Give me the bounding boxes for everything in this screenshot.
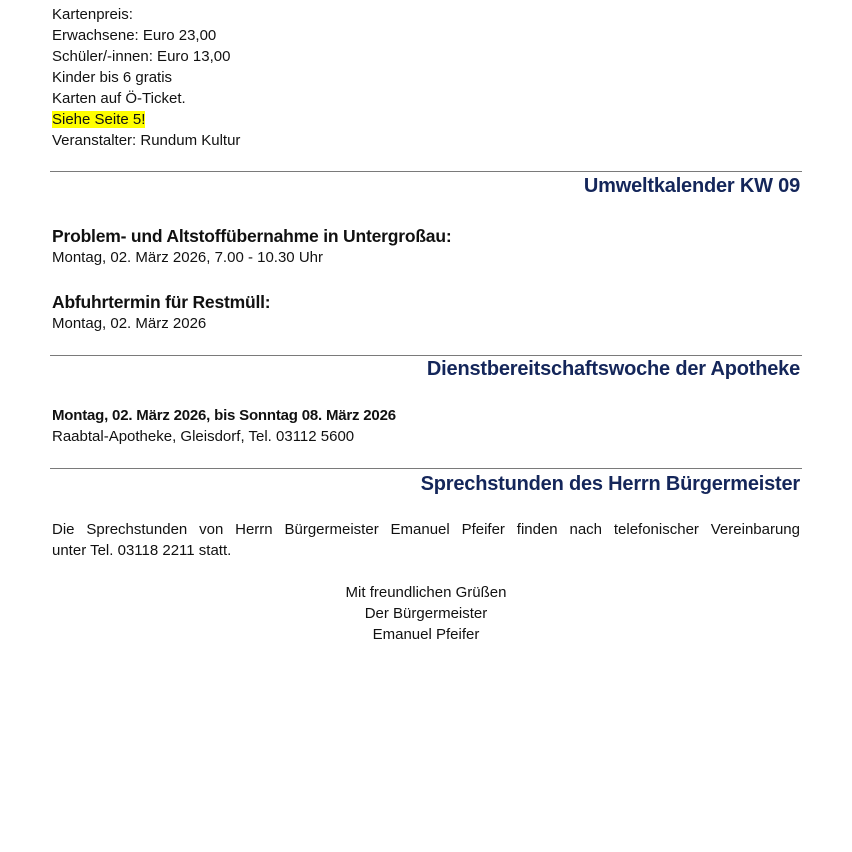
ticket-vendor: Karten auf Ö-Ticket. <box>52 90 186 107</box>
section-divider <box>50 468 802 469</box>
ticket-price-label: Kartenpreis: <box>52 6 133 23</box>
sprechstunden-text-line2: unter Tel. 03118 2211 statt. <box>52 542 232 559</box>
section-divider <box>50 355 802 356</box>
item-detail-restmuell: Montag, 02. März 2026 <box>52 315 207 332</box>
organizer: Veranstalter: Rundum Kultur <box>52 132 241 149</box>
section-divider <box>50 171 802 172</box>
event-info-block <box>52 4 802 151</box>
signature-role: Der Bürgermeister <box>364 605 488 622</box>
student-price: Schüler/-innen: Euro 13,00 <box>52 48 231 65</box>
apotheke-period: Montag, 02. März 2026, bis Sonntag 08. März 2026 <box>52 407 396 424</box>
sprechstunden-text <box>52 519 800 561</box>
signature-name: Emanuel Pfeifer <box>372 626 480 643</box>
children-price: Kinder bis 6 gratis <box>52 69 173 86</box>
item-title-altstoff: Problem- und Altstoffübernahme in Untergroßau: <box>52 226 452 246</box>
signature-greeting: Mit freundlichen Grüßen <box>345 584 507 601</box>
apotheke-pharmacy: Raabtal-Apotheke, Gleisdorf, Tel. 03112 5600 <box>52 428 355 445</box>
section-heading-apotheke: Dienstbereitschaftswoche der Apotheke <box>426 358 800 380</box>
signature-block <box>0 582 852 645</box>
sprechstunden-text-line1: Die Sprechstunden von Herrn Bürgermeister Emanuel Pfeifer finden nach telefonischer Vereinbarung <box>52 521 800 538</box>
adult-price: Erwachsene: Euro 23,00 <box>52 27 217 44</box>
section-heading-umwelt: Umweltkalender KW 09 <box>583 175 800 197</box>
item-title-restmuell: Abfuhrtermin für Restmüll: <box>52 292 271 312</box>
item-detail-altstoff: Montag, 02. März 2026, 7.00 - 10.30 Uhr <box>52 249 323 266</box>
highlight-note: Siehe Seite 5! <box>52 111 146 128</box>
section-heading-sprechstunden: Sprechstunden des Herrn Bürgermeister <box>420 473 800 495</box>
